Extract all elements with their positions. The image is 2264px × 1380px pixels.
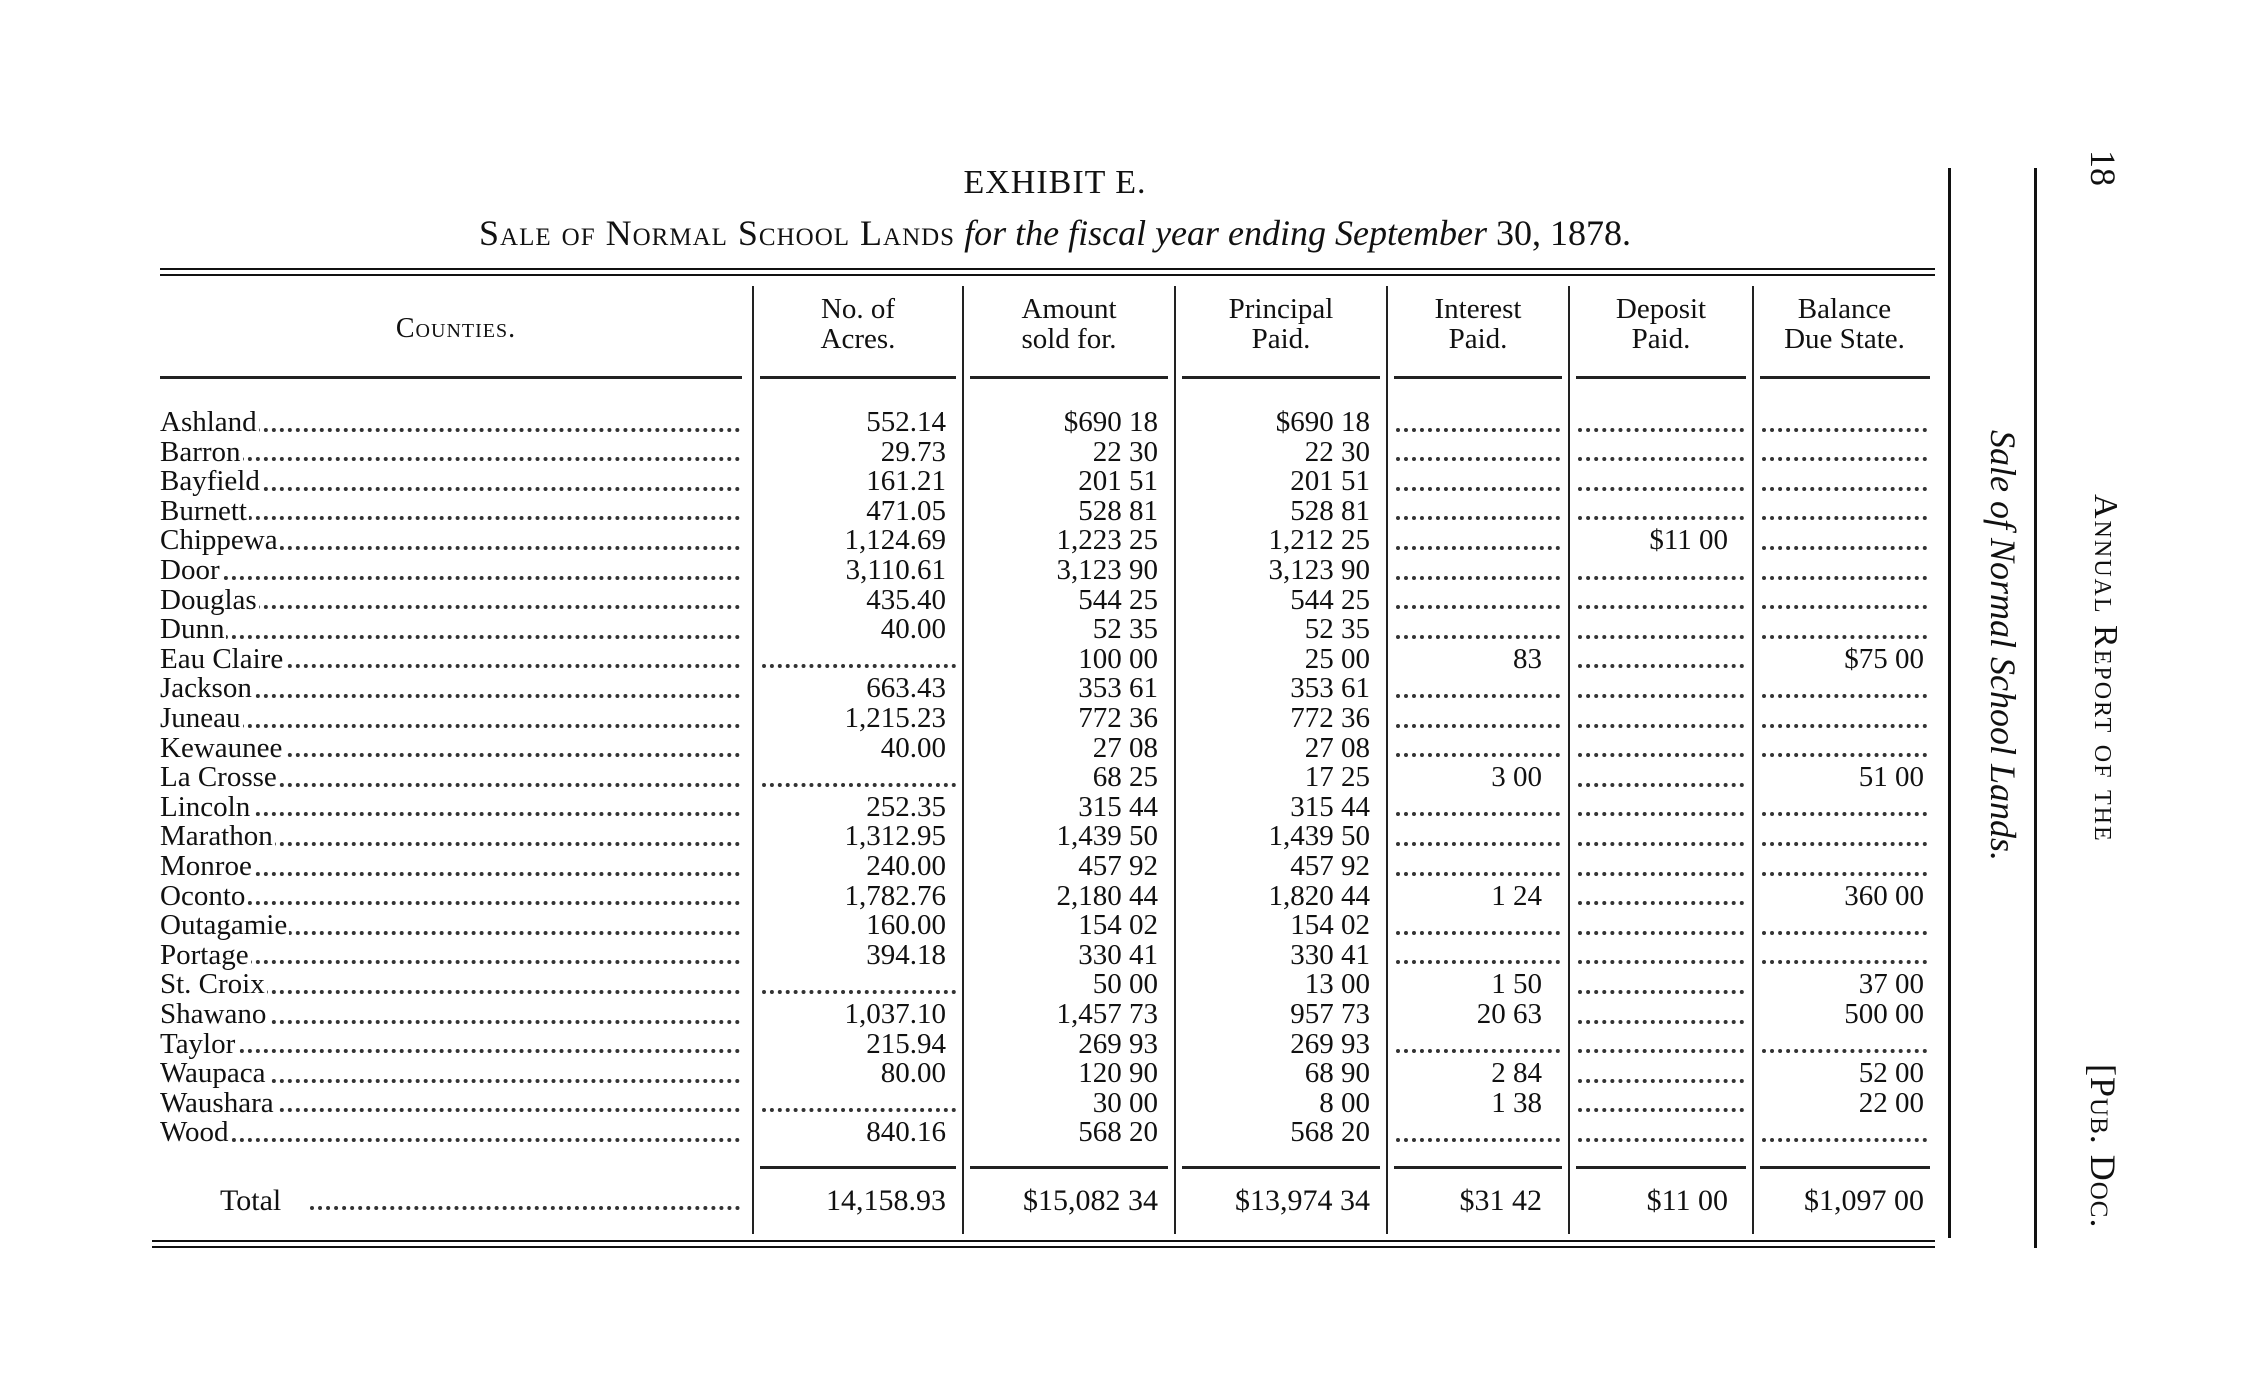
acres-cell: 40.00 (880, 733, 946, 764)
dot-leader (1570, 674, 1752, 704)
dot-leader (1570, 408, 1752, 438)
acres-cell: 3,110.61 (845, 556, 946, 586)
dot-leader (160, 457, 740, 461)
table-row (160, 645, 1935, 675)
principal-cell: 772 36 (1290, 704, 1370, 734)
county-name: Taylor (160, 1029, 236, 1060)
dot-leader (1754, 438, 1935, 468)
header-rule (1576, 376, 1746, 379)
total-rule (760, 1166, 956, 1169)
total-principal: $13,974 34 (1235, 1186, 1370, 1216)
total-amount: $15,082 34 (1023, 1186, 1158, 1216)
balance-cell: 52 00 (1858, 1059, 1924, 1089)
interest-cell: 1 50 (1491, 970, 1542, 1000)
principal-cell: 8 00 (1319, 1088, 1370, 1119)
dot-leader (1388, 941, 1568, 971)
table-row (160, 586, 1935, 616)
running-head (2080, 150, 2140, 1250)
header-deposit-line2: Paid. (1631, 323, 1691, 355)
principal-cell: 27 08 (1304, 733, 1370, 764)
dot-leader (1570, 704, 1752, 734)
acres-cell: 40.00 (880, 615, 946, 645)
dot-leader (1388, 467, 1568, 497)
county-cell (160, 438, 748, 468)
margin-title-text: Sale of Normal School Lands. (1983, 430, 2023, 862)
dot-leader (1754, 911, 1935, 941)
dot-leader (1754, 704, 1935, 734)
dot-leader (1388, 556, 1568, 586)
county-name: Bayfield (160, 467, 260, 497)
dot-leader (1388, 1030, 1568, 1060)
header-deposit-line1: Deposit (1615, 293, 1707, 325)
dot-leader (160, 1138, 740, 1142)
dot-leader (1754, 556, 1935, 586)
amount-cell: 52 35 (1092, 615, 1158, 645)
dot-leader (1570, 1089, 1752, 1119)
table-row (160, 882, 1935, 912)
total-balance: $1,097 00 (1804, 1186, 1924, 1216)
dot-leader (160, 901, 740, 905)
header-amount-line1: Amount (1021, 293, 1117, 325)
amount-cell: 330 41 (1078, 940, 1158, 971)
amount-cell: 269 93 (1078, 1029, 1158, 1060)
balance-cell: 360 00 (1844, 881, 1924, 912)
dot-leader (1388, 911, 1568, 941)
header-deposit (1570, 294, 1752, 354)
header-acres-line2: Acres. (820, 323, 896, 355)
dot-leader (1754, 734, 1935, 764)
subtitle-italic: for the fiscal year ending September (964, 213, 1487, 253)
header-rule (760, 376, 956, 379)
table-row (160, 497, 1935, 527)
running-head-title: Annual Report of the (2087, 494, 2124, 843)
total-label-cell (160, 1186, 748, 1216)
table-row (160, 615, 1935, 645)
header-rule (1182, 376, 1380, 379)
acres-cell: 1,037.10 (844, 1000, 946, 1030)
principal-cell: 269 93 (1290, 1029, 1370, 1060)
total-acres: 14,158.93 (826, 1186, 946, 1216)
amount-cell: 68 25 (1092, 763, 1158, 793)
county-cell (160, 882, 748, 912)
county-cell (160, 852, 748, 882)
table-row (160, 941, 1935, 971)
exhibit-title: EXHIBIT E. (963, 164, 1147, 201)
county-name: St. Croix (160, 970, 265, 1000)
total-interest: $31 42 (1459, 1186, 1542, 1216)
balance-cell: 22 00 (1858, 1088, 1924, 1119)
amount-cell: 100 00 (1078, 644, 1158, 675)
principal-cell: 22 30 (1304, 437, 1370, 468)
header-principal (1176, 294, 1386, 354)
county-cell (160, 556, 748, 586)
county-name: Barron (160, 437, 241, 468)
acres-cell: 252.35 (866, 792, 946, 823)
total-label: Total (160, 1186, 283, 1216)
dot-leader (1754, 822, 1935, 852)
dot-leader (1570, 734, 1752, 764)
dot-leader (1570, 645, 1752, 675)
dot-leader (1388, 497, 1568, 527)
amount-cell: 1,439 50 (1056, 822, 1158, 852)
dot-leader (1754, 941, 1935, 971)
county-cell (160, 793, 748, 823)
table-row (160, 852, 1935, 882)
table-row (160, 1030, 1935, 1060)
dot-leader (1570, 941, 1752, 971)
interest-cell: 20 63 (1476, 1000, 1542, 1030)
table-row (160, 970, 1935, 1000)
amount-cell: 30 00 (1092, 1088, 1158, 1119)
dot-leader (1570, 467, 1752, 497)
interest-cell: 83 (1513, 644, 1542, 675)
principal-cell: 1,820 44 (1268, 881, 1370, 912)
principal-cell: 1,212 25 (1268, 526, 1370, 556)
acres-cell: 663.43 (866, 674, 946, 704)
principal-cell: 330 41 (1290, 940, 1370, 971)
amount-cell: 154 02 (1078, 911, 1158, 941)
county-cell (160, 1089, 748, 1119)
acres-cell: 840.16 (866, 1118, 946, 1148)
county-name: Juneau (160, 704, 241, 734)
table-row (160, 408, 1935, 438)
acres-cell: 394.18 (866, 940, 946, 971)
acres-cell: 215.94 (866, 1029, 946, 1060)
acres-cell: 161.21 (866, 467, 946, 497)
county-name: Eau Claire (160, 644, 284, 675)
principal-cell: 568 20 (1290, 1118, 1370, 1148)
header-interest (1388, 294, 1568, 354)
header-amount-line2: sold for. (1021, 323, 1117, 355)
county-cell (160, 704, 748, 734)
principal-cell: 1,439 50 (1268, 822, 1370, 852)
dot-leader (1388, 438, 1568, 468)
interest-cell: 1 38 (1491, 1088, 1542, 1119)
dot-leader (160, 576, 740, 580)
county-cell (160, 1030, 748, 1060)
dot-leader (1388, 734, 1568, 764)
principal-cell: $690 18 (1275, 408, 1370, 438)
principal-cell: 154 02 (1290, 911, 1370, 941)
dot-leader (1388, 1118, 1568, 1148)
principal-cell: 13 00 (1304, 970, 1370, 1000)
county-name: Waupaca (160, 1059, 266, 1089)
header-acres (754, 294, 962, 354)
county-name: Shawano (160, 1000, 267, 1030)
dot-leader (1754, 497, 1935, 527)
dot-leader (1754, 674, 1935, 704)
county-name: Jackson (160, 674, 252, 704)
county-cell (160, 408, 748, 438)
county-name: Lincoln (160, 792, 251, 823)
county-name: Dunn (160, 615, 225, 645)
amount-cell: 50 00 (1092, 970, 1158, 1000)
dot-leader (1570, 763, 1752, 793)
dot-leader (1570, 438, 1752, 468)
acres-cell: 435.40 (866, 585, 946, 616)
header-balance (1754, 294, 1935, 354)
dot-leader (1388, 793, 1568, 823)
dot-leader (1570, 497, 1752, 527)
dot-leader (754, 970, 964, 1000)
county-name: Oconto (160, 881, 246, 912)
table-row (160, 734, 1935, 764)
header-rule (970, 376, 1168, 379)
amount-cell: 22 30 (1092, 437, 1158, 468)
amount-cell: 457 92 (1078, 852, 1158, 882)
header-interest-line1: Interest (1434, 293, 1522, 325)
table-row (160, 1059, 1935, 1089)
county-name: Door (160, 556, 220, 586)
running-head-doc: [Pub. Doc. (2083, 1064, 2123, 1229)
header-rule (1394, 376, 1562, 379)
dot-leader (160, 1049, 740, 1053)
county-cell (160, 822, 748, 852)
principal-cell: 957 73 (1290, 1000, 1370, 1030)
acres-cell: 552.14 (866, 408, 946, 438)
amount-cell: 2,180 44 (1056, 881, 1158, 912)
total-rule (1394, 1166, 1562, 1169)
principal-cell: 3,123 90 (1268, 556, 1370, 586)
amount-cell: 201 51 (1078, 467, 1158, 497)
interest-cell: 2 84 (1491, 1059, 1542, 1089)
dot-leader (1570, 1059, 1752, 1089)
top-double-rule (160, 268, 1935, 276)
total-rule (1576, 1166, 1746, 1169)
table-row (160, 1089, 1935, 1119)
balance-cell: 51 00 (1858, 763, 1924, 793)
principal-cell: 52 35 (1304, 615, 1370, 645)
county-cell (160, 1000, 748, 1030)
table-row (160, 793, 1935, 823)
principal-cell: 315 44 (1290, 792, 1370, 823)
header-principal-line2: Paid. (1251, 323, 1311, 355)
dot-leader (1754, 586, 1935, 616)
dot-leader (1388, 852, 1568, 882)
county-cell (160, 586, 748, 616)
dot-leader (1388, 408, 1568, 438)
table-row (160, 674, 1935, 704)
dot-leader (1570, 970, 1752, 1000)
dot-leader (1388, 822, 1568, 852)
balance-cell: 500 00 (1844, 1000, 1924, 1030)
county-name: Burnett (160, 496, 247, 527)
county-name: Douglas (160, 585, 257, 616)
county-name: Ashland (160, 408, 257, 438)
principal-cell: 17 25 (1304, 763, 1370, 793)
county-name: La Crosse (160, 763, 277, 793)
dot-leader (754, 645, 964, 675)
dot-leader (1570, 1000, 1752, 1030)
dot-leader (1754, 1118, 1935, 1148)
dot-leader (1570, 1118, 1752, 1148)
county-name: Waushara (160, 1088, 274, 1119)
header-acres-line1: No. of (820, 293, 896, 325)
county-cell (160, 526, 748, 556)
county-cell (160, 941, 748, 971)
principal-cell: 201 51 (1290, 467, 1370, 497)
header-counties: Counties. (395, 313, 517, 344)
dot-leader (1754, 852, 1935, 882)
page-number: 18 (2083, 150, 2123, 186)
header-balance-line2: Due State. (1784, 323, 1905, 355)
county-cell (160, 467, 748, 497)
county-cell (160, 734, 748, 764)
dot-leader (1388, 704, 1568, 734)
header-balance-line1: Balance (1797, 293, 1892, 325)
amount-cell: 528 81 (1078, 496, 1158, 527)
table-row (160, 704, 1935, 734)
table-row (160, 911, 1935, 941)
principal-cell: 457 92 (1290, 852, 1370, 882)
subtitle-caps: Sale of Normal School Lands (479, 213, 956, 253)
total-rule (970, 1166, 1168, 1169)
amount-cell: 568 20 (1078, 1118, 1158, 1148)
dot-leader (1754, 467, 1935, 497)
county-name: Monroe (160, 852, 252, 882)
acres-cell: 1,215.23 (844, 704, 946, 734)
county-cell (160, 763, 748, 793)
county-cell (160, 645, 748, 675)
amount-cell: 1,223 25 (1056, 526, 1158, 556)
dot-leader (1570, 556, 1752, 586)
dot-leader (1570, 911, 1752, 941)
balance-cell: 37 00 (1858, 970, 1924, 1000)
county-cell (160, 1059, 748, 1089)
table-subtitle (160, 212, 1950, 254)
dot-leader (1570, 882, 1752, 912)
county-name: Kewaunee (160, 733, 283, 764)
county-name: Wood (160, 1118, 229, 1148)
principal-cell: 68 90 (1304, 1059, 1370, 1089)
header-principal-line1: Principal (1228, 293, 1334, 325)
total-deposit: $11 00 (1646, 1186, 1728, 1216)
principal-cell: 353 61 (1290, 674, 1370, 704)
bottom-double-rule (152, 1240, 1935, 1248)
acres-cell: 160.00 (866, 911, 946, 941)
county-cell (160, 1118, 748, 1148)
table-row (160, 1118, 1935, 1148)
dot-leader (1570, 586, 1752, 616)
amount-cell: 315 44 (1078, 792, 1158, 823)
county-cell (160, 615, 748, 645)
interest-cell: 3 00 (1491, 763, 1542, 793)
table-row (160, 1000, 1935, 1030)
dot-leader (1388, 526, 1568, 556)
dot-leader (1754, 615, 1935, 645)
principal-cell: 25 00 (1304, 644, 1370, 675)
dot-leader (1388, 586, 1568, 616)
amount-cell: $690 18 (1063, 408, 1158, 438)
amount-cell: 120 90 (1078, 1059, 1158, 1089)
dot-leader (754, 763, 964, 793)
margin-title (1976, 430, 2036, 990)
header-rule (160, 376, 742, 379)
principal-cell: 528 81 (1290, 496, 1370, 527)
header-interest-line2: Paid. (1448, 323, 1508, 355)
dot-leader (1570, 793, 1752, 823)
dot-leader (1570, 615, 1752, 645)
dot-leader (1388, 674, 1568, 704)
table-row (160, 556, 1935, 586)
right-border-rule (1948, 168, 1951, 1238)
dot-leader (1754, 1030, 1935, 1060)
dot-leader (160, 635, 740, 639)
acres-cell: 80.00 (880, 1059, 946, 1089)
county-name: Marathon (160, 822, 273, 852)
acres-cell: 1,312.95 (844, 822, 946, 852)
total-row (160, 1186, 1935, 1216)
dot-leader (754, 1089, 964, 1119)
total-rule (1760, 1166, 1930, 1169)
acres-cell: 240.00 (866, 852, 946, 882)
county-name: Chippewa (160, 526, 278, 556)
county-cell (160, 497, 748, 527)
table-row (160, 526, 1935, 556)
dot-leader (160, 724, 740, 728)
subtitle-date: 30, 1878. (1495, 213, 1631, 253)
county-cell (160, 970, 748, 1000)
table-row (160, 438, 1935, 468)
amount-cell: 772 36 (1078, 704, 1158, 734)
dot-leader (1570, 1030, 1752, 1060)
county-name: Portage (160, 940, 249, 971)
amount-cell: 3,123 90 (1056, 556, 1158, 586)
dot-leader (1570, 852, 1752, 882)
principal-cell: 544 25 (1290, 585, 1370, 616)
dot-leader (310, 1206, 740, 1210)
header-amount (964, 294, 1174, 354)
amount-cell: 353 61 (1078, 674, 1158, 704)
amount-cell: 27 08 (1092, 733, 1158, 764)
county-cell (160, 911, 748, 941)
interest-cell: 1 24 (1491, 881, 1542, 912)
header-rule (1760, 376, 1930, 379)
dot-leader (1754, 793, 1935, 823)
acres-cell: 1,124.69 (844, 526, 946, 556)
acres-cell: 1,782.76 (844, 881, 946, 912)
acres-cell: 29.73 (880, 437, 946, 468)
dot-leader (1754, 408, 1935, 438)
dot-leader (1570, 822, 1752, 852)
balance-cell: $75 00 (1844, 644, 1924, 675)
table-row (160, 822, 1935, 852)
amount-cell: 544 25 (1078, 585, 1158, 616)
dot-leader (1754, 526, 1935, 556)
acres-cell: 471.05 (866, 496, 946, 527)
dot-leader (1388, 615, 1568, 645)
county-name: Outagamie (160, 911, 288, 941)
table-row (160, 467, 1935, 497)
total-rule (1182, 1166, 1380, 1169)
county-cell (160, 674, 748, 704)
amount-cell: 1,457 73 (1056, 1000, 1158, 1030)
table-row (160, 763, 1935, 793)
deposit-cell: $11 00 (1649, 526, 1728, 556)
